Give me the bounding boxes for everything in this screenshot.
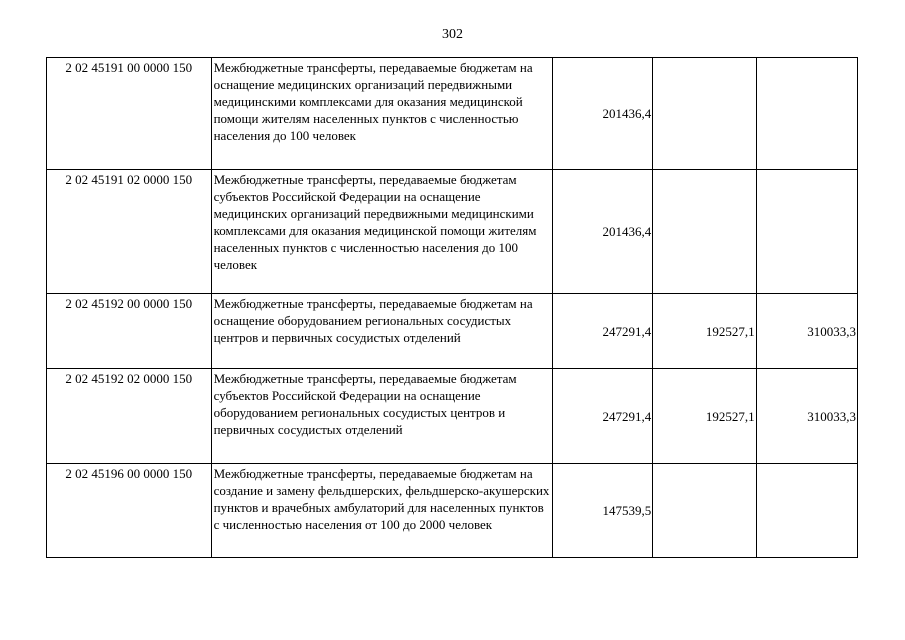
amount-year3-cell: [756, 58, 857, 170]
table-row: [47, 58, 858, 170]
amount-year1-cell: 201436,4: [552, 58, 652, 170]
amount-year1-cell: 247291,4: [552, 369, 652, 464]
budget-code-cell: 2 02 45196 00 0000 150: [47, 464, 212, 558]
amount-year3-cell: [756, 464, 857, 558]
budget-code-cell: 2 02 45191 00 0000 150: [47, 58, 212, 170]
amount-year1-cell: 147539,5: [552, 464, 652, 558]
budget-code-cell: 2 02 45192 02 0000 150: [47, 369, 212, 464]
budget-code-cell: 2 02 45192 00 0000 150: [47, 294, 212, 369]
table-row: [47, 369, 858, 464]
table-row: [47, 294, 858, 369]
amount-year2-cell: [653, 58, 756, 170]
amount-year2-cell: 192527,1: [653, 294, 756, 369]
table-row: [47, 464, 858, 558]
budget-code-cell: 2 02 45191 02 0000 150: [47, 170, 212, 294]
description-cell: Межбюджетные трансферты, передаваемые бюджетам на создание и замену фельдшерских, фельдшерско-акушерских пунктов и врачебных амбулаторий для населенных пунктов с численностью населения от 100 до 2000 человек: [211, 464, 552, 558]
description-cell: Межбюджетные трансферты, передаваемые бюджетам субъектов Российской Федерации на оснащение оборудованием региональных сосудистых центров и первичных сосудистых отделений: [211, 369, 552, 464]
amount-year3-cell: 310033,3: [756, 294, 857, 369]
amount-year3-cell: 310033,3: [756, 369, 857, 464]
amount-year1-cell: 201436,4: [552, 170, 652, 294]
amount-year2-cell: [653, 464, 756, 558]
amount-year2-cell: [653, 170, 756, 294]
description-cell: Межбюджетные трансферты, передаваемые бюджетам на оснащение оборудованием региональных сосудистых центров и первичных сосудистых отделений: [211, 294, 552, 369]
amount-year1-cell: 247291,4: [552, 294, 652, 369]
amount-year3-cell: [756, 170, 857, 294]
description-cell: Межбюджетные трансферты, передаваемые бюджетам на оснащение медицинских организаций передвижными медицинскими комплексами для оказания медицинской помощи жителям населенных пунктов с численностью населения до 100 человек: [211, 58, 552, 170]
table-row: [47, 170, 858, 294]
page-number: 302: [442, 27, 463, 42]
description-cell: Межбюджетные трансферты, передаваемые бюджетам субъектов Российской Федерации на оснащение медицинских организаций передвижными медицинскими комплексами для оказания медицинской помощи жителям населенных пунктов с численностью населения до 100 человек: [211, 170, 552, 294]
budget-table: [46, 57, 858, 558]
amount-year2-cell: 192527,1: [653, 369, 756, 464]
